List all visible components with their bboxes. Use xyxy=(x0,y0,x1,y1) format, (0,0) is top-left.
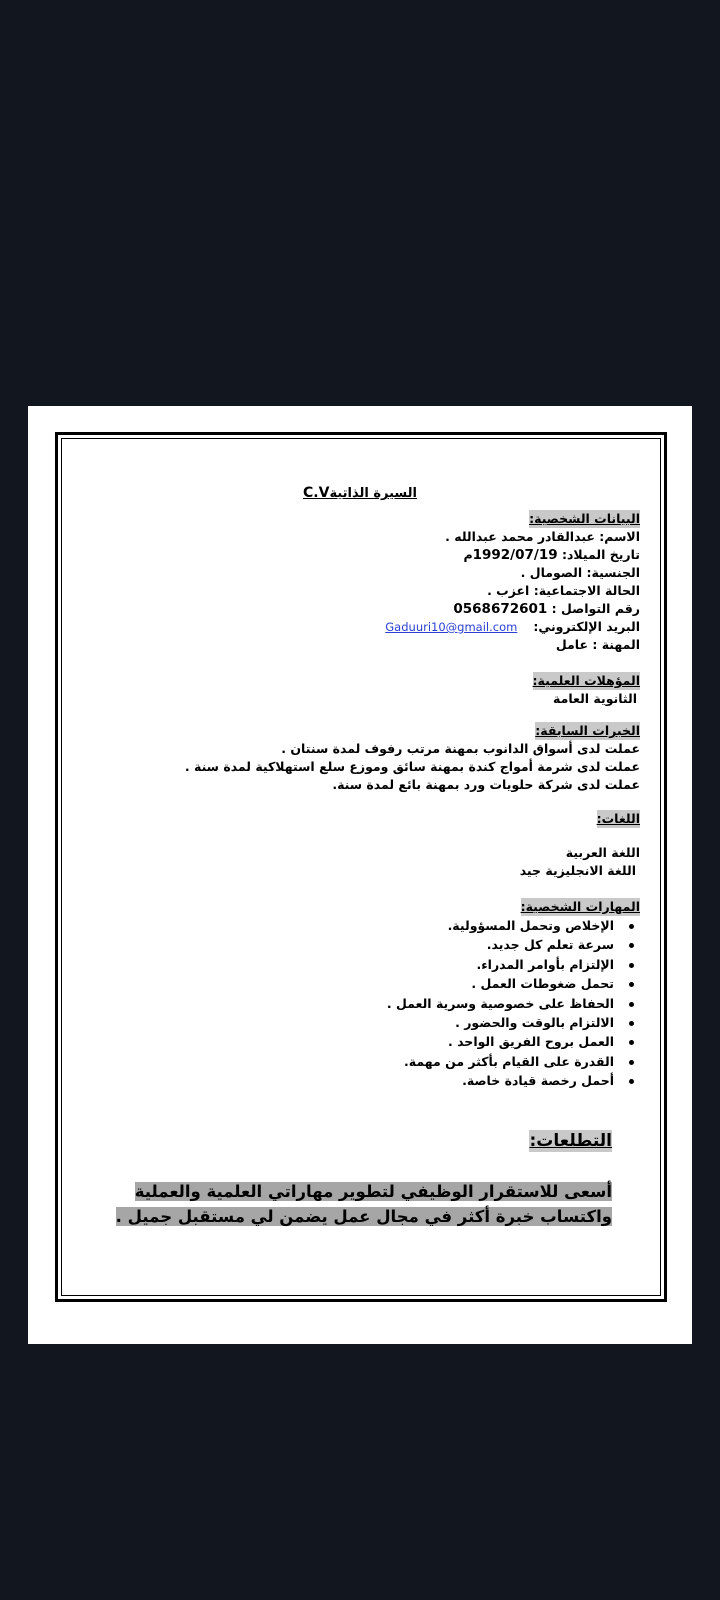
aspiration-line: واكتساب خبرة أكثر في مجال عمل يضمن لي مستقبل جميل . xyxy=(115,1207,612,1226)
skill-item: الالتزام بالوقت والحضور . xyxy=(80,1013,614,1032)
qualifications-section xyxy=(80,672,640,708)
qualifications-heading: المؤهلات العلمية: xyxy=(532,673,640,688)
languages-heading: اللغات: xyxy=(596,811,640,826)
skill-item: أحمل رخصة قيادة خاصة. xyxy=(80,1071,614,1090)
aspirations-heading: التطلعات: xyxy=(529,1131,612,1151)
personal-section xyxy=(80,510,640,654)
experience-heading: الخبرات السابقة: xyxy=(535,723,640,738)
birth-suffix: م xyxy=(463,547,473,562)
skill-item: القدرة على القيام بأكثر من مهمة. xyxy=(80,1052,614,1071)
birth-line xyxy=(80,546,640,564)
qualification-item: الثانوية العامة xyxy=(553,691,637,706)
document-page xyxy=(28,406,692,1344)
skill-item: الحفاظ على خصوصية وسرية العمل . xyxy=(80,994,614,1013)
cv-content xyxy=(28,406,692,1344)
language-item: اللغة الانجليزية جيد xyxy=(519,863,636,878)
email-label: البريد الإلكتروني: xyxy=(533,619,640,634)
languages-section xyxy=(80,810,640,880)
document-title xyxy=(28,484,692,503)
experience-item: عملت لدى شرمة أمواج كندة بمهنة سائق وموزع سلع استهلاكية لمدة سنة . xyxy=(184,759,640,774)
language-item: اللغة العربية xyxy=(565,845,640,860)
skills-list xyxy=(80,916,640,1091)
birth-value: 1992/07/19 xyxy=(472,547,558,563)
skill-item: سرعة تعلم كل جديد. xyxy=(80,935,614,954)
skills-section xyxy=(80,898,640,1091)
experience-item: عملت لدى شركة حلويات ورد بمهنة بائع لمدة سنة. xyxy=(332,777,640,792)
title-cv: C.V xyxy=(303,485,330,501)
name-line: الاسم: عبدالقادر محمد عبدالله . xyxy=(445,529,640,544)
phone-value: 0568672601 xyxy=(453,601,548,617)
phone-line xyxy=(80,600,640,618)
nationality-line: الجنسية: الصومال . xyxy=(520,565,640,580)
skills-heading: المهارات الشخصية: xyxy=(520,899,640,914)
skill-item: الإخلاص وتحمل المسؤولية. xyxy=(80,916,614,935)
experience-item: عملت لدى أسواق الدانوب بمهنة مرتب رفوف لمدة سنتان . xyxy=(281,741,640,756)
email-line xyxy=(80,618,640,636)
profession-line: المهنة : عامل xyxy=(555,637,640,652)
personal-heading: البيانات الشخصية: xyxy=(529,511,640,526)
email-link[interactable]: Gaduuri10@gmail.com xyxy=(385,620,518,634)
title-text: السيرة الذاتية xyxy=(329,486,417,501)
marital-line: الحالة الاجتماعية: اعزب . xyxy=(487,583,640,598)
skill-item: تحمل ضغوطات العمل . xyxy=(80,974,614,993)
aspiration-line: أسعى للاستقرار الوظيفي لتطوير مهاراتي العلمية والعملية xyxy=(134,1182,612,1201)
skill-item: الإلتزام بأوامر المدراء. xyxy=(80,955,614,974)
birth-label: تاريخ الميلاد: xyxy=(561,547,640,562)
experience-section xyxy=(80,722,640,794)
phone-label: رقم التواصل : xyxy=(551,601,640,616)
aspirations-text xyxy=(116,1179,612,1229)
skill-item: العمل بروح الفريق الواحد . xyxy=(80,1032,614,1051)
